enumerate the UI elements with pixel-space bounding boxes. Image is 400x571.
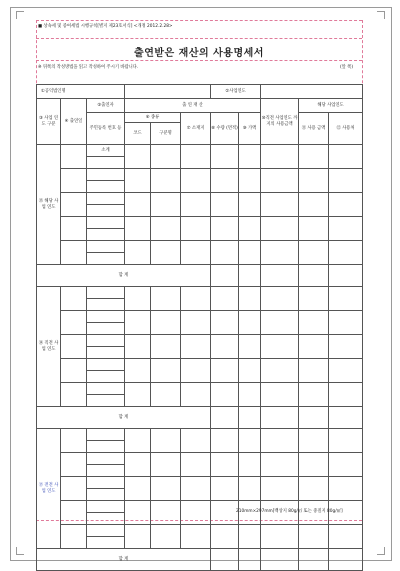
data-cell[interactable] bbox=[261, 359, 299, 383]
date-cell[interactable] bbox=[61, 145, 87, 169]
contributor-cell[interactable] bbox=[87, 489, 125, 501]
data-cell[interactable] bbox=[329, 287, 363, 311]
data-cell[interactable] bbox=[151, 501, 181, 525]
date-cell[interactable] bbox=[61, 429, 87, 453]
contributor-cell[interactable] bbox=[87, 229, 125, 241]
section-total-label: 합 계 bbox=[37, 549, 211, 571]
data-cell[interactable] bbox=[181, 241, 211, 265]
contributor-cell[interactable] bbox=[87, 335, 125, 347]
col-code: 코드 bbox=[125, 123, 151, 145]
contributor-cell[interactable] bbox=[87, 217, 125, 229]
contributor-cell[interactable] bbox=[87, 181, 125, 193]
crop-mark-bottom-right bbox=[377, 547, 385, 555]
contributor-cell[interactable] bbox=[87, 501, 125, 513]
date-cell[interactable] bbox=[61, 169, 87, 193]
total-cell[interactable] bbox=[261, 407, 299, 429]
data-cell[interactable] bbox=[125, 145, 151, 169]
data-cell[interactable] bbox=[329, 477, 363, 501]
data-cell[interactable] bbox=[239, 477, 261, 501]
data-cell[interactable] bbox=[181, 453, 211, 477]
date-cell[interactable] bbox=[61, 383, 87, 407]
data-cell[interactable] bbox=[211, 525, 239, 549]
contributor-cell[interactable] bbox=[87, 477, 125, 489]
data-cell[interactable] bbox=[181, 429, 211, 453]
data-cell[interactable] bbox=[239, 169, 261, 193]
contributor-cell[interactable] bbox=[87, 241, 125, 253]
contributor-cell[interactable] bbox=[87, 395, 125, 407]
contributor-cell[interactable] bbox=[87, 193, 125, 205]
data-cell[interactable] bbox=[261, 525, 299, 549]
data-cell[interactable] bbox=[299, 383, 329, 407]
total-cell[interactable] bbox=[261, 549, 299, 571]
data-cell[interactable] bbox=[261, 169, 299, 193]
contributor-cell[interactable] bbox=[87, 429, 125, 441]
contributor-cell[interactable] bbox=[87, 311, 125, 323]
contributor-cell[interactable] bbox=[87, 323, 125, 335]
section-label: ⑮ 전전 사업 연도 bbox=[37, 429, 61, 549]
col-resident-no: 주민등록 번호 등 bbox=[87, 113, 125, 145]
data-cell[interactable] bbox=[125, 193, 151, 217]
instruction-note: ※ 뒤쪽의 작성방법을 읽고 작성하여 주시기 바랍니다. bbox=[38, 65, 139, 70]
total-cell[interactable] bbox=[239, 549, 261, 571]
data-cell[interactable] bbox=[181, 359, 211, 383]
business-year-label: ②사업연도 bbox=[211, 85, 261, 99]
col-use-place: ⑫ 사용처 bbox=[329, 113, 363, 145]
data-cell[interactable] bbox=[239, 241, 261, 265]
data-cell[interactable] bbox=[299, 477, 329, 501]
data-cell[interactable] bbox=[151, 359, 181, 383]
data-cell[interactable] bbox=[211, 453, 239, 477]
total-cell[interactable] bbox=[299, 265, 329, 287]
margin-guide-title-bottom bbox=[36, 60, 362, 61]
total-cell[interactable] bbox=[329, 407, 363, 429]
crop-mark-bottom-left bbox=[16, 547, 24, 555]
data-cell[interactable] bbox=[151, 429, 181, 453]
data-cell[interactable] bbox=[125, 525, 151, 549]
data-cell[interactable] bbox=[261, 145, 299, 169]
data-cell[interactable] bbox=[151, 241, 181, 265]
data-cell[interactable] bbox=[329, 525, 363, 549]
date-cell[interactable] bbox=[61, 241, 87, 265]
contributor-cell[interactable] bbox=[87, 299, 125, 311]
org-name-label: ①공익법인명 bbox=[37, 85, 125, 99]
data-cell[interactable] bbox=[181, 383, 211, 407]
data-cell[interactable] bbox=[125, 241, 151, 265]
margin-guide-top bbox=[36, 20, 362, 21]
data-cell[interactable] bbox=[181, 525, 211, 549]
data-cell[interactable] bbox=[151, 525, 181, 549]
date-cell[interactable] bbox=[61, 525, 87, 549]
data-cell[interactable] bbox=[299, 287, 329, 311]
data-cell[interactable] bbox=[329, 241, 363, 265]
data-cell[interactable] bbox=[151, 145, 181, 169]
data-cell[interactable] bbox=[181, 145, 211, 169]
total-cell[interactable] bbox=[329, 265, 363, 287]
total-cell[interactable] bbox=[299, 407, 329, 429]
data-cell[interactable] bbox=[299, 453, 329, 477]
data-cell[interactable] bbox=[211, 241, 239, 265]
data-cell[interactable] bbox=[239, 335, 261, 359]
data-cell[interactable] bbox=[181, 335, 211, 359]
section-total-label: 합 계 bbox=[37, 407, 211, 429]
data-cell[interactable] bbox=[181, 169, 211, 193]
col-location: ⑦ 소재지 bbox=[181, 113, 211, 145]
col-current-year-use: 해당 사업연도 bbox=[299, 99, 363, 113]
crop-mark-top-right bbox=[377, 11, 385, 19]
data-cell[interactable] bbox=[125, 217, 151, 241]
data-cell[interactable] bbox=[211, 169, 239, 193]
data-cell[interactable] bbox=[261, 311, 299, 335]
data-cell[interactable] bbox=[211, 335, 239, 359]
data-cell[interactable] bbox=[329, 335, 363, 359]
data-cell[interactable] bbox=[211, 311, 239, 335]
data-cell[interactable] bbox=[125, 429, 151, 453]
data-cell[interactable] bbox=[125, 453, 151, 477]
data-cell[interactable] bbox=[151, 287, 181, 311]
data-cell[interactable] bbox=[239, 287, 261, 311]
data-cell[interactable] bbox=[261, 429, 299, 453]
data-cell[interactable] bbox=[125, 477, 151, 501]
data-cell[interactable] bbox=[329, 429, 363, 453]
date-cell[interactable] bbox=[61, 335, 87, 359]
contributor-cell[interactable] bbox=[87, 465, 125, 477]
data-cell[interactable] bbox=[261, 287, 299, 311]
col-business-category: ③ 사업 연도 구분 bbox=[37, 99, 61, 145]
data-cell[interactable] bbox=[261, 335, 299, 359]
data-cell[interactable] bbox=[299, 525, 329, 549]
section-label: ⑬ 해당 사업 연도 bbox=[37, 145, 61, 265]
section-total-label: 합 계 bbox=[37, 265, 211, 287]
crop-mark-top-left bbox=[16, 11, 24, 19]
data-cell[interactable] bbox=[261, 383, 299, 407]
contributor-cell[interactable] bbox=[87, 359, 125, 371]
data-cell[interactable] bbox=[125, 169, 151, 193]
data-cell[interactable] bbox=[211, 501, 239, 525]
data-cell[interactable] bbox=[151, 453, 181, 477]
col-value: ⑨ 가액 bbox=[239, 113, 261, 145]
data-cell[interactable] bbox=[299, 169, 329, 193]
data-cell[interactable] bbox=[239, 429, 261, 453]
data-cell[interactable] bbox=[125, 501, 151, 525]
contributor-cell[interactable] bbox=[87, 157, 125, 169]
data-cell[interactable] bbox=[125, 383, 151, 407]
total-cell[interactable] bbox=[211, 549, 239, 571]
data-cell[interactable] bbox=[299, 241, 329, 265]
data-cell[interactable] bbox=[261, 193, 299, 217]
data-cell[interactable] bbox=[239, 193, 261, 217]
contributor-cell[interactable] bbox=[87, 347, 125, 359]
data-cell[interactable] bbox=[125, 359, 151, 383]
total-cell[interactable] bbox=[211, 407, 239, 429]
form-reference: ■ 상속세 및 증여세법 시행규칙[별지 제23호서식] <개정 2012.2.28> bbox=[38, 24, 173, 29]
data-cell[interactable] bbox=[299, 429, 329, 453]
data-cell[interactable] bbox=[211, 145, 239, 169]
data-cell[interactable] bbox=[239, 359, 261, 383]
contributor-cell[interactable] bbox=[87, 383, 125, 395]
data-cell[interactable] bbox=[329, 359, 363, 383]
contributor-cell[interactable] bbox=[87, 453, 125, 465]
data-cell[interactable] bbox=[181, 193, 211, 217]
data-cell[interactable] bbox=[299, 311, 329, 335]
contributor-cell[interactable] bbox=[87, 537, 125, 549]
contributor-cell[interactable] bbox=[87, 441, 125, 453]
section-label: ⑭ 직전 사업 연도 bbox=[37, 287, 61, 407]
form-title: 출연받은 재산의 사용명세서 bbox=[134, 48, 264, 59]
contributor-cell[interactable] bbox=[87, 287, 125, 299]
business-year-field[interactable] bbox=[261, 85, 363, 99]
data-cell[interactable] bbox=[181, 477, 211, 501]
data-cell[interactable] bbox=[151, 477, 181, 501]
data-cell[interactable] bbox=[211, 359, 239, 383]
date-cell[interactable] bbox=[61, 477, 87, 501]
total-cell[interactable] bbox=[261, 265, 299, 287]
org-name-field[interactable] bbox=[125, 85, 211, 99]
date-cell[interactable] bbox=[61, 311, 87, 335]
col-contributor: ⑤출연자 bbox=[87, 99, 125, 113]
data-cell[interactable] bbox=[261, 453, 299, 477]
contributor-cell[interactable] bbox=[87, 513, 125, 525]
date-cell[interactable] bbox=[61, 453, 87, 477]
data-cell[interactable] bbox=[299, 193, 329, 217]
data-cell[interactable] bbox=[261, 217, 299, 241]
date-cell[interactable] bbox=[61, 287, 87, 311]
col-classification: 구분명 bbox=[151, 123, 181, 145]
contributor-cell[interactable] bbox=[87, 169, 125, 181]
data-cell[interactable] bbox=[299, 217, 329, 241]
data-cell[interactable] bbox=[151, 383, 181, 407]
data-cell[interactable] bbox=[329, 311, 363, 335]
data-cell[interactable] bbox=[211, 477, 239, 501]
col-use-amount: ⑪ 사용 금액 bbox=[299, 113, 329, 145]
col-prior-years-use: ⑩직전 사업연도 까지의 사용금액 bbox=[261, 99, 299, 145]
date-cell[interactable] bbox=[61, 501, 87, 525]
paper-spec: 210mm×297mm[백상지 80g/㎡ 또는 중질지 80g/㎡] bbox=[236, 509, 343, 514]
data-cell[interactable] bbox=[329, 217, 363, 241]
col-contributed-property: 출 연 재 산 bbox=[125, 99, 261, 113]
data-cell[interactable] bbox=[239, 311, 261, 335]
data-cell[interactable] bbox=[239, 453, 261, 477]
total-cell[interactable] bbox=[299, 549, 329, 571]
data-cell[interactable] bbox=[299, 145, 329, 169]
data-cell[interactable] bbox=[299, 359, 329, 383]
contributor-cell[interactable] bbox=[87, 205, 125, 217]
usage-table-body bbox=[36, 144, 363, 571]
data-cell[interactable] bbox=[261, 241, 299, 265]
margin-guide-title-top bbox=[36, 38, 362, 39]
data-cell[interactable] bbox=[151, 311, 181, 335]
data-cell[interactable] bbox=[329, 193, 363, 217]
date-cell[interactable] bbox=[61, 359, 87, 383]
data-cell[interactable] bbox=[151, 335, 181, 359]
date-cell[interactable] bbox=[61, 193, 87, 217]
data-cell[interactable] bbox=[151, 217, 181, 241]
col-contribution-date: ④ 출연일 bbox=[61, 99, 87, 145]
data-cell[interactable] bbox=[181, 311, 211, 335]
usage-table bbox=[36, 84, 363, 145]
total-cell[interactable] bbox=[239, 407, 261, 429]
data-cell[interactable] bbox=[239, 145, 261, 169]
data-cell[interactable] bbox=[211, 383, 239, 407]
contributor-cell[interactable] bbox=[87, 253, 125, 265]
data-cell[interactable] bbox=[181, 501, 211, 525]
data-cell[interactable] bbox=[261, 477, 299, 501]
contributor-cell[interactable] bbox=[87, 371, 125, 383]
data-cell[interactable] bbox=[329, 145, 363, 169]
data-cell[interactable] bbox=[151, 193, 181, 217]
data-cell[interactable] bbox=[211, 193, 239, 217]
data-cell[interactable] bbox=[329, 383, 363, 407]
page-side-label: (앞 쪽) bbox=[340, 65, 354, 70]
data-cell[interactable] bbox=[151, 169, 181, 193]
total-cell[interactable] bbox=[211, 265, 239, 287]
data-cell[interactable] bbox=[329, 453, 363, 477]
col-quantity: ⑧ 수량 (면적) bbox=[211, 113, 239, 145]
data-cell[interactable] bbox=[239, 383, 261, 407]
data-cell[interactable] bbox=[125, 335, 151, 359]
col-type: ⑥ 종류 bbox=[125, 113, 181, 123]
data-cell[interactable] bbox=[125, 287, 151, 311]
data-cell[interactable] bbox=[211, 217, 239, 241]
data-cell[interactable] bbox=[239, 217, 261, 241]
total-cell[interactable] bbox=[239, 265, 261, 287]
data-cell[interactable] bbox=[329, 169, 363, 193]
total-cell[interactable] bbox=[329, 549, 363, 571]
data-cell[interactable] bbox=[125, 311, 151, 335]
data-cell[interactable] bbox=[211, 429, 239, 453]
data-cell[interactable] bbox=[181, 217, 211, 241]
data-cell[interactable] bbox=[239, 525, 261, 549]
contributor-cell[interactable]: 소계 bbox=[87, 145, 125, 157]
data-cell[interactable] bbox=[181, 287, 211, 311]
data-cell[interactable] bbox=[211, 287, 239, 311]
contributor-cell[interactable] bbox=[87, 525, 125, 537]
date-cell[interactable] bbox=[61, 217, 87, 241]
data-cell[interactable] bbox=[299, 335, 329, 359]
